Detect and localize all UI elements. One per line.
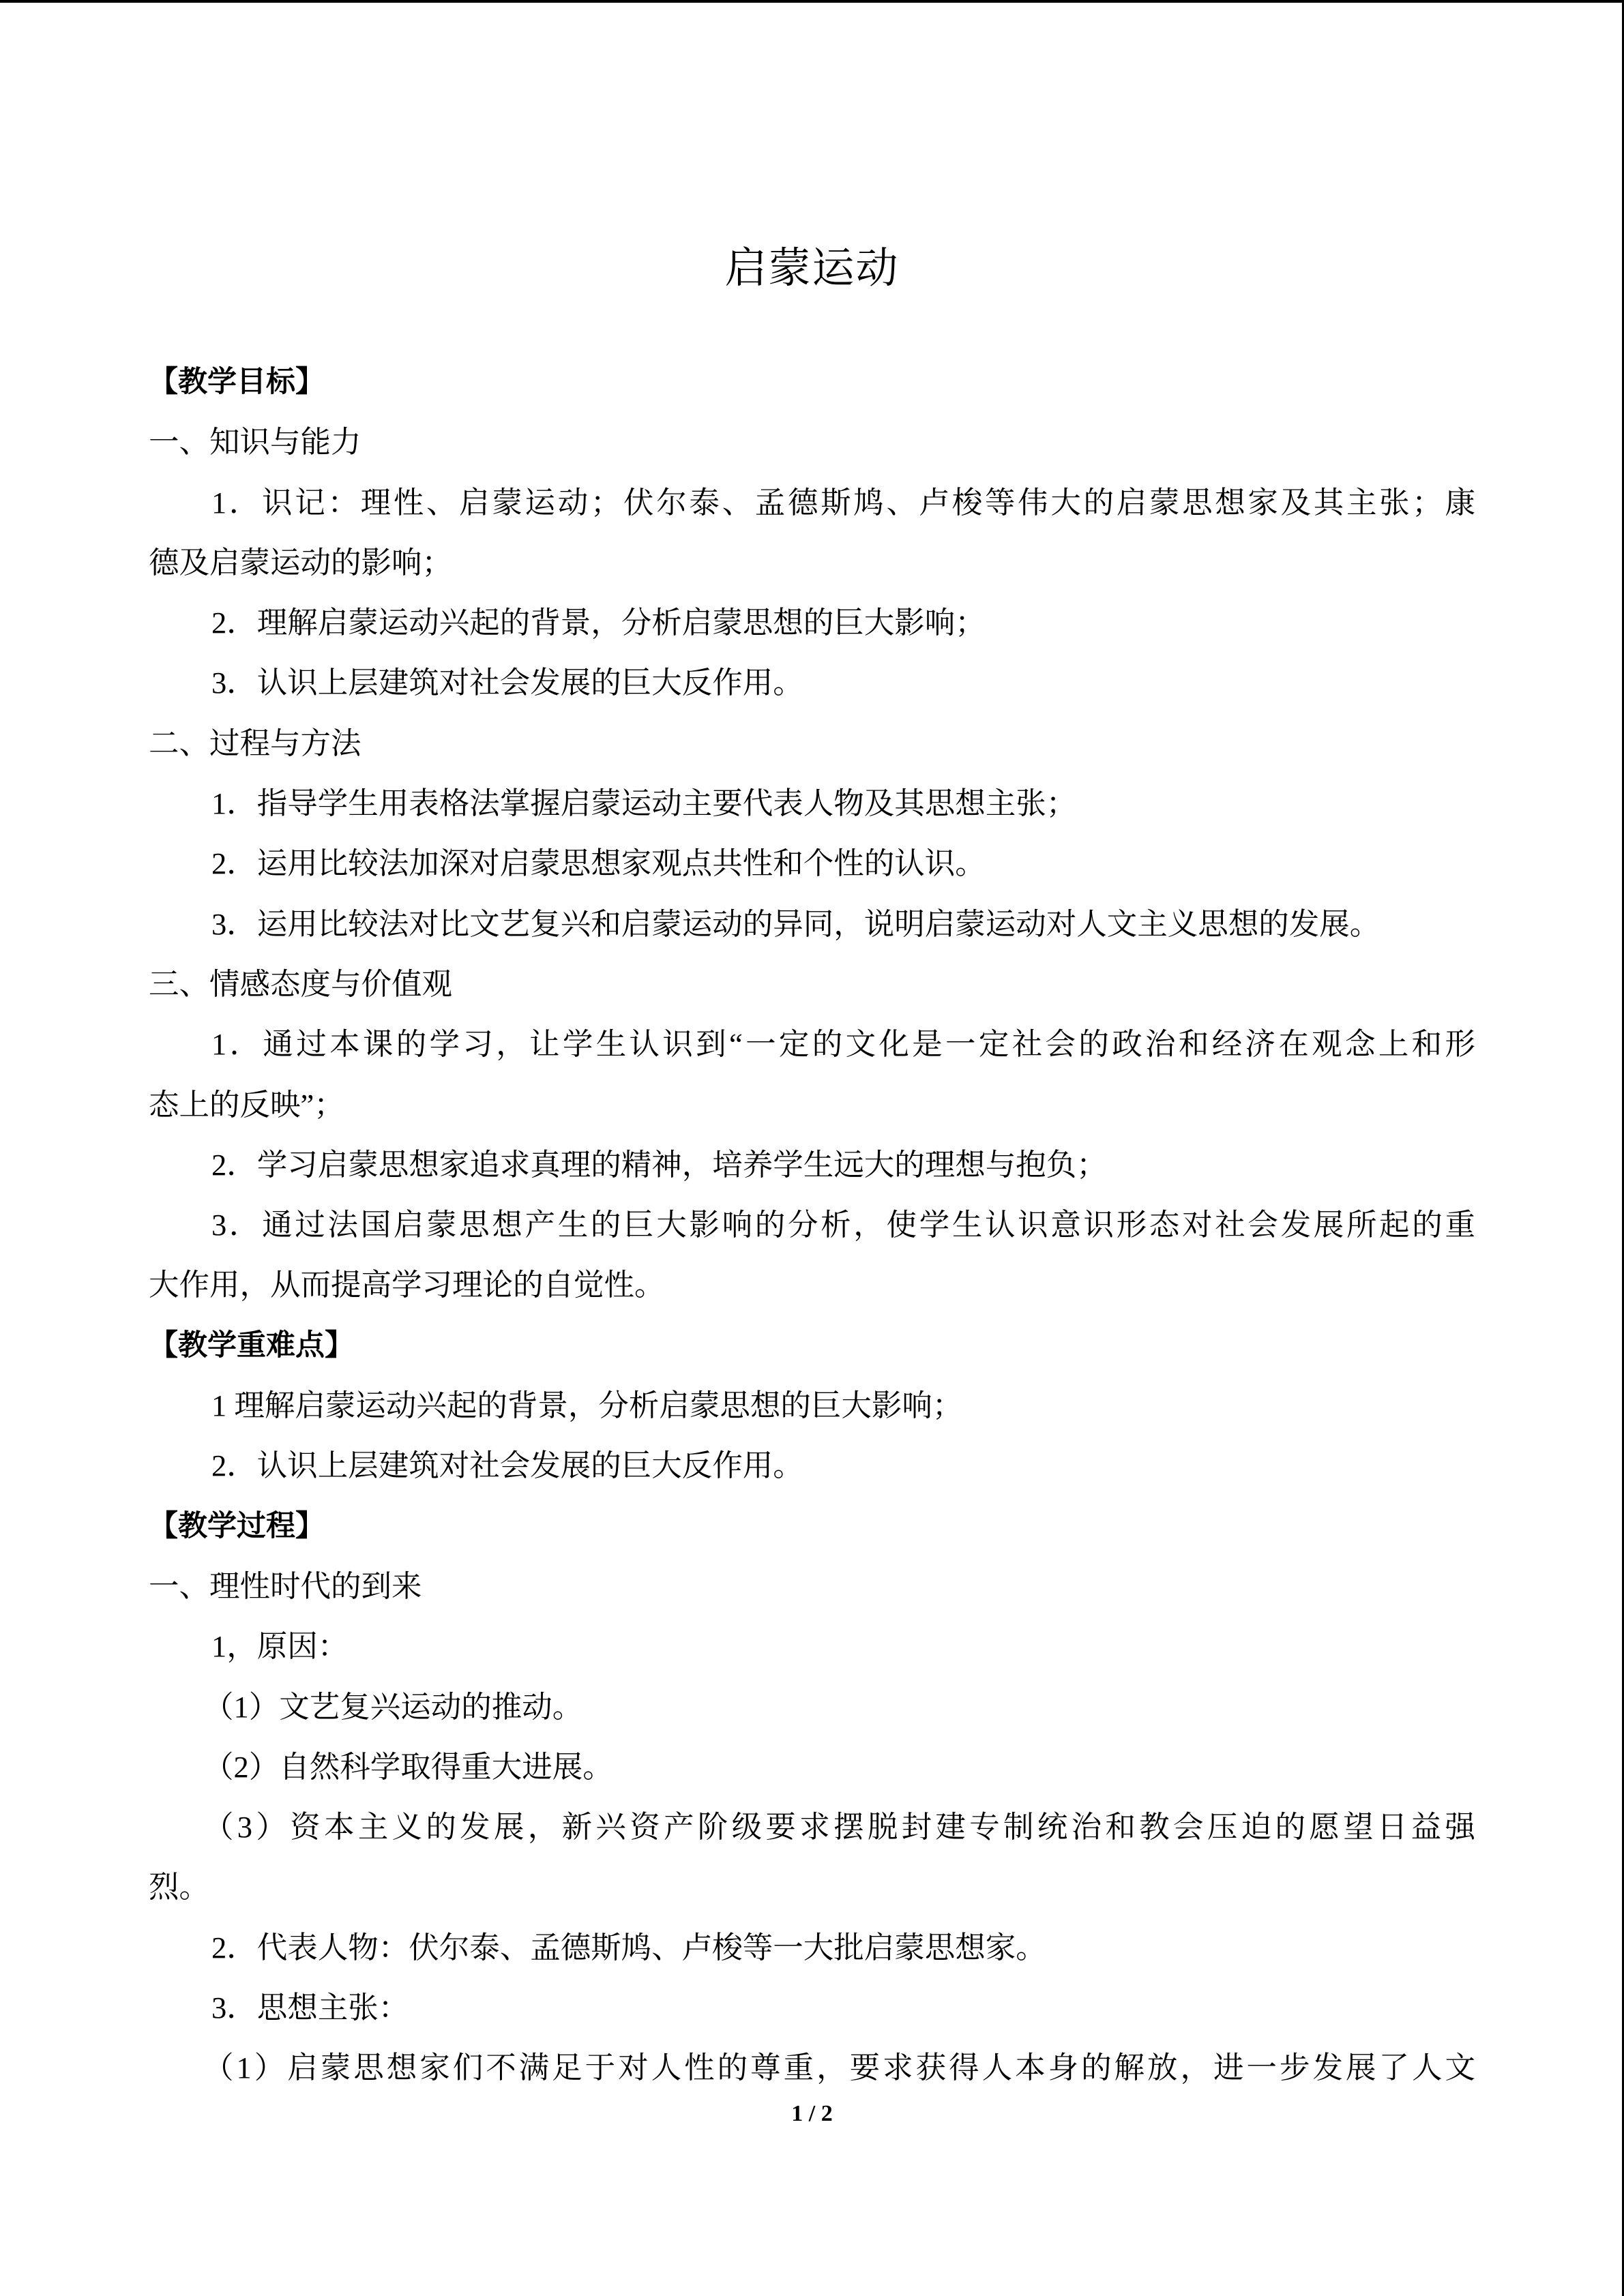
process-item: 1，原因：: [211, 1629, 349, 1664]
goal-item: 2．运用比较法加深对启蒙思想家观点共性和个性的认识。: [211, 846, 986, 881]
section-heading-teaching-goals: 【教学目标】: [149, 365, 325, 399]
goal-item: 2．学习启蒙思想家追求真理的精神，培养学生远大的理想与抱负；: [211, 1147, 1107, 1182]
goal-item-continuation: 态上的反映”；: [149, 1087, 344, 1122]
process-subitem: （1）文艺复兴运动的推动。: [203, 1689, 583, 1724]
goal-item-continuation: 大作用，从而提高学习理论的自觉性。: [149, 1268, 665, 1302]
goal-item: 3．认识上层建筑对社会发展的巨大反作用。: [211, 666, 803, 700]
document-title: 启蒙运动: [724, 245, 900, 292]
page-number: 1 / 2: [791, 2101, 833, 2126]
process-subitem: （1）启蒙思想家们不满足于对人性的尊重，要求获得人本身的解放，进一步发展了人文: [203, 2051, 1475, 2085]
process-item: 3．思想主张：: [211, 1991, 409, 2025]
goal-item: 1．通过本课的学习，让学生认识到“一定的文化是一定社会的政治和经济在观念上和形: [211, 1027, 1475, 1062]
process-item: 2．代表人物：伏尔泰、孟德斯鸠、卢梭等一大批启蒙思想家。: [211, 1930, 1046, 1965]
goal-item-continuation: 德及启蒙运动的影响；: [149, 545, 453, 580]
goal-item: 2．理解启蒙运动兴起的背景，分析启蒙思想的巨大影响；: [211, 606, 986, 640]
subheading-age-of-reason: 一、理性时代的到来: [149, 1568, 422, 1603]
subheading-emotion-values: 三、情感态度与价值观: [149, 966, 453, 1001]
key-point-item: 2．认识上层建筑对社会发展的巨大反作用。: [211, 1448, 803, 1483]
goal-item: 1．指导学生用表格法掌握启蒙运动主要代表人物及其思想主张；: [211, 786, 1077, 821]
page-frame-top-border: [0, 0, 1624, 3]
process-subitem: （2）自然科学取得重大进展。: [203, 1749, 613, 1784]
process-subitem: （3）资本主义的发展，新兴资产阶级要求摆脱封建专制统治和教会压迫的愿望日益强: [203, 1810, 1475, 1845]
section-heading-key-difficulties: 【教学重难点】: [149, 1328, 354, 1362]
section-heading-teaching-process: 【教学过程】: [149, 1508, 325, 1543]
subheading-knowledge-ability: 一、知识与能力: [149, 425, 361, 460]
key-point-item: 1 理解启蒙运动兴起的背景，分析启蒙思想的巨大影响；: [211, 1388, 963, 1423]
process-subitem-continuation: 烈。: [149, 1870, 210, 1905]
goal-item: 1．识记：理性、启蒙运动；伏尔泰、孟德斯鸠、卢梭等伟大的启蒙思想家及其主张；康: [211, 485, 1475, 520]
goal-item: 3．运用比较法对比文艺复兴和启蒙运动的异同，说明启蒙运动对人文主义思想的发展。: [211, 906, 1381, 941]
subheading-process-method: 二、过程与方法: [149, 726, 361, 760]
document-body: [149, 352, 1475, 2098]
goal-item: 3．通过法国启蒙思想产生的巨大影响的分析，使学生认识意识形态对社会发展所起的重: [211, 1208, 1475, 1242]
